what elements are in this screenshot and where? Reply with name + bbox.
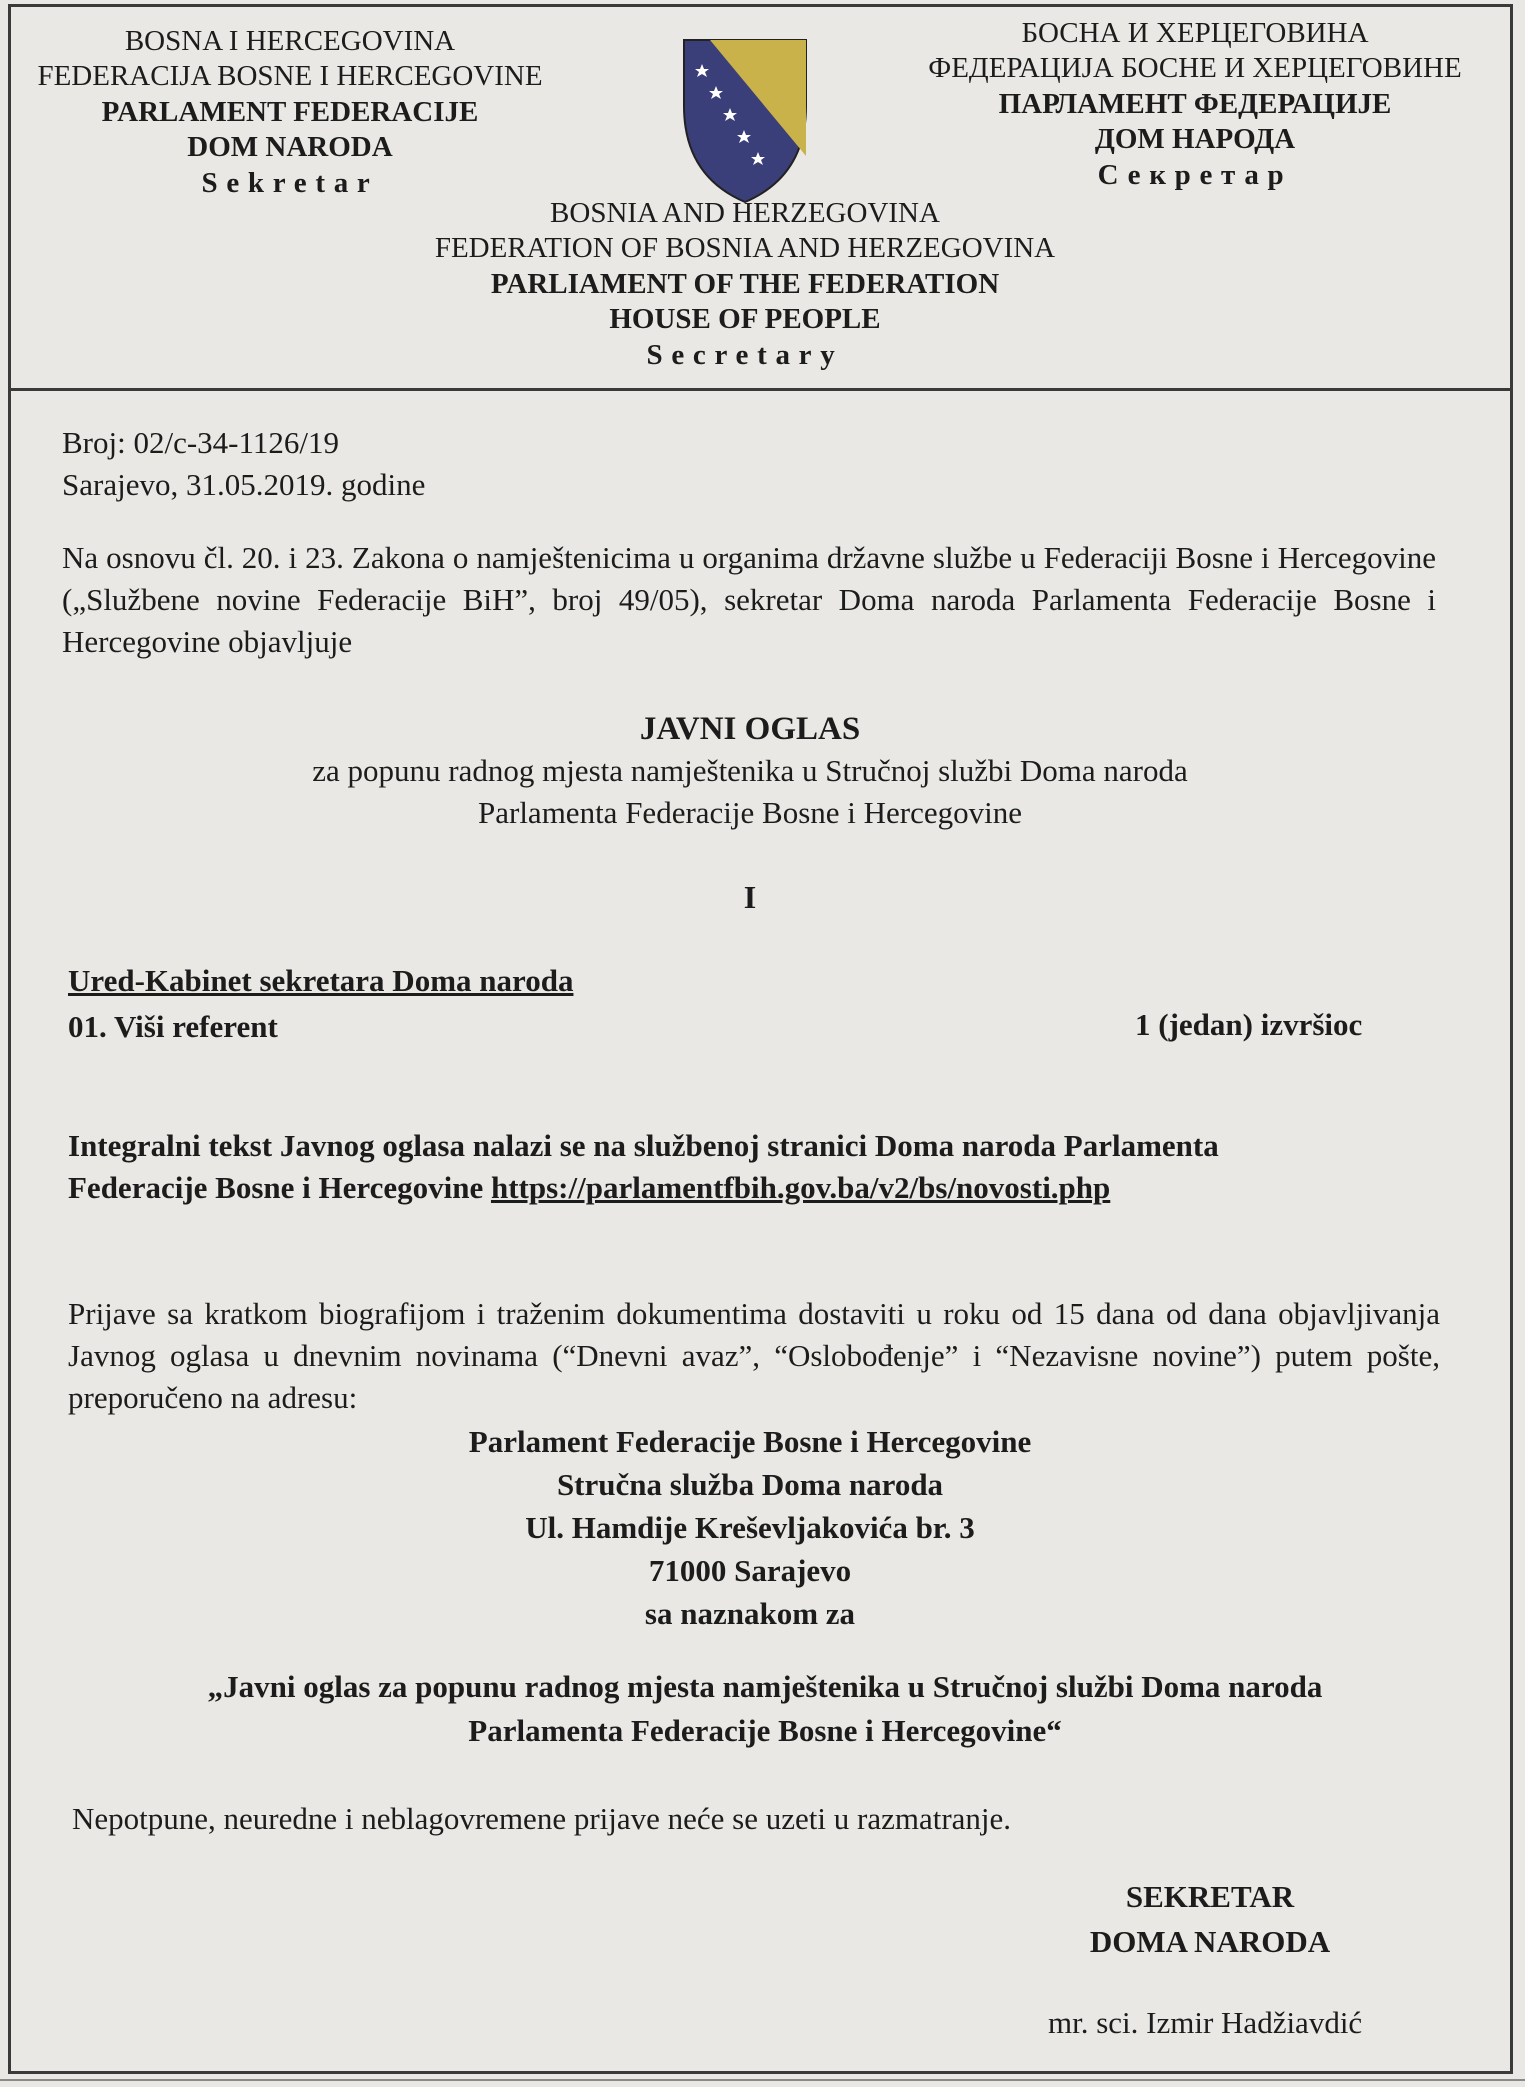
position-title: 01. Viši referent	[68, 1009, 278, 1044]
header-country-en: BOSNIA AND HERZEGOVINA	[550, 197, 940, 229]
integral-line-2	[68, 1167, 1219, 1209]
header-parliament-cyr: ПАРЛАМЕНТ ФЕДЕРАЦИЈЕ	[998, 87, 1392, 120]
address-line-3: Ul. Hamdije Kreševljakovića br. 3	[525, 1510, 975, 1545]
envelope-mark	[90, 1665, 1440, 1753]
coat-of-arms-icon	[680, 36, 810, 206]
notice-title-block	[300, 708, 1200, 834]
header-house-cyr: ДОМ НАРОДА	[1094, 123, 1296, 156]
address-line-4: 71000 Sarajevo	[648, 1553, 852, 1588]
website-link[interactable]: https://parlamentfbih.gov.ba/v2/bs/novosti.php	[490, 1170, 1111, 1205]
header-english	[395, 196, 1095, 373]
header-cyrillic	[905, 16, 1485, 193]
header-office: Sekretar	[201, 166, 379, 199]
executors-count: 1 (jedan) izvršioc	[1135, 1007, 1363, 1042]
notice-subtitle-1: za popunu radnog mjesta namještenika u Stručnoj službi Doma naroda	[312, 753, 1188, 788]
mailing-address	[300, 1420, 1200, 1635]
integral-line-2-text: Federacije Bosne i Hercegovine	[68, 1170, 491, 1205]
signatory-name: mr. sci. Izmir Hadžiavdić	[1048, 2005, 1363, 2040]
header-country-cyr: БОСНА И ХЕРЦЕГОВИНА	[1021, 17, 1369, 49]
header-house-en: HOUSE OF PEOPLE	[609, 303, 881, 336]
envelope-mark-line-2: Parlamenta Federacije Bosne i Hercegovine“	[468, 1713, 1062, 1748]
address-line-5: sa naznakom za	[644, 1596, 856, 1631]
header-latin-bs	[10, 24, 570, 201]
signatory-title-1: SEKRETAR	[1125, 1879, 1295, 1914]
place-date: Sarajevo, 31.05.2019. godine	[62, 467, 426, 502]
address-line-1: Parlament Federacije Bosne i Hercegovine	[468, 1424, 1032, 1459]
intro-paragraph: Na osnovu čl. 20. i 23. Zakona o namještenicima u organima državne službe u Federaciji Bosne i Hercegovine („Službene novine Federacije BiH”, broj 49/05), sekretar Doma naroda Parlamenta Federacije Bosne i Hercegovine objavljuje	[62, 540, 1436, 659]
header-office-cyr: Секретар	[1097, 158, 1293, 191]
reference-block	[62, 422, 425, 506]
header-country: BOSNA I HERCEGOVINA	[124, 25, 456, 57]
closing-note: Nepotpune, neuredne i neblagovremene prijave neće se uzeti u razmatranje.	[72, 1801, 1012, 1836]
applications-paragraph: Prijave sa kratkom biografijom i traženim dokumentima dostaviti u roku od 15 dana od dana objavljivanja Javnog oglasa u dnevnim novinama (“Dnevni avaz”, “Oslobođenje” i “Nezavisne novine”) putem pošte, preporučeno na adresu:	[68, 1296, 1440, 1415]
signatory-title-2: DOMA NARODA	[1089, 1924, 1331, 1959]
office-name: Ured-Kabinet sekretara Doma naroda	[68, 963, 574, 998]
header-federation: FEDERACIJA BOSNE I HERCEGOVINE	[37, 60, 543, 93]
notice-subtitle-2: Parlamenta Federacije Bosne i Hercegovine	[478, 795, 1022, 830]
header-parliament-en: PARLIAMENT OF THE FEDERATION	[490, 267, 1000, 300]
header-office-en: Secretary	[646, 338, 844, 371]
envelope-mark-line-1: „Javni oglas za popunu radnog mjesta namještenika u Stručnoj službi Doma naroda	[207, 1669, 1323, 1704]
address-line-2: Stručna služba Doma naroda	[556, 1467, 944, 1502]
section-number: I	[743, 879, 757, 915]
header-parliament: PARLAMENT FEDERACIJE	[101, 95, 479, 128]
header-divider	[8, 388, 1513, 391]
bottom-divider	[0, 2079, 1525, 2081]
header-house: DOM NARODA	[187, 131, 393, 164]
notice-title: JAVNI OGLAS	[639, 711, 861, 747]
reference-number: Broj: 02/c-34-1126/19	[62, 425, 339, 460]
integral-line-1: Integralni tekst Javnog oglasa nalazi se na službenoj stranici Doma naroda Parlamenta	[68, 1128, 1219, 1163]
signatory-title	[1035, 1874, 1385, 1964]
integral-text-notice	[68, 1125, 1219, 1209]
header-federation-cyr: ФЕДЕРАЦИЈА БОСНЕ И ХЕРЦЕГОВИНЕ	[928, 52, 1462, 85]
header-federation-en: FEDERATION OF BOSNIA AND HERZEGOVINA	[434, 232, 1056, 265]
